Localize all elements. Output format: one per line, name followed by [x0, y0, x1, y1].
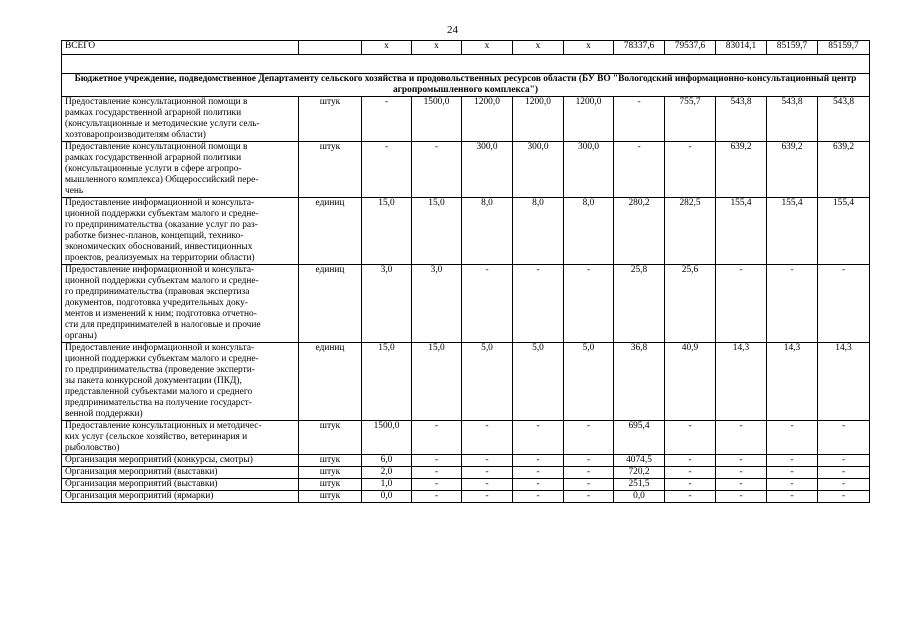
description-line: рыболовство)	[65, 443, 120, 453]
table-row	[62, 491, 870, 503]
description-line: го предпринимательства (оказание услуг по раз-	[65, 220, 258, 230]
value-cell: -	[362, 142, 412, 198]
value-cell: -	[818, 491, 870, 503]
value-cell: -	[564, 421, 614, 455]
value-cell: 0,0	[614, 491, 665, 503]
value-cell: 1,0	[362, 479, 412, 491]
value-cell: -	[665, 421, 716, 455]
value-cell: 155,4	[767, 198, 818, 265]
value-cell: -	[513, 479, 564, 491]
total-cell: х	[513, 41, 564, 55]
table-row	[62, 421, 870, 455]
row-description	[62, 467, 299, 479]
description-line: ких услуг (сельское хозяйство, ветеринария и	[65, 432, 248, 442]
value-cell: 15,0	[362, 343, 412, 421]
value-cell: -	[462, 491, 513, 503]
value-cell: -	[564, 455, 614, 467]
table-row	[62, 198, 870, 265]
description-line: (консультационные и методические услуги сель-	[65, 119, 260, 129]
value-cell: 639,2	[767, 142, 818, 198]
value-cell: 1200,0	[462, 97, 513, 142]
total-unit	[299, 41, 362, 55]
value-cell: 3,0	[362, 265, 412, 343]
value-cell: 5,0	[564, 343, 614, 421]
description-line: Предоставление информационной и консульта-	[65, 343, 255, 353]
row-description	[62, 343, 299, 421]
value-cell: -	[412, 467, 462, 479]
description-line: Организация мероприятий (выставки)	[65, 467, 218, 477]
value-cell: -	[665, 491, 716, 503]
table-row	[62, 265, 870, 343]
value-cell: -	[716, 265, 767, 343]
description-line: Организация мероприятий (выставки)	[65, 479, 218, 489]
value-cell: -	[462, 479, 513, 491]
value-cell: -	[564, 467, 614, 479]
value-cell: -	[767, 265, 818, 343]
value-cell: 0,0	[362, 491, 412, 503]
description-line: хозтоваропроизводителям области)	[65, 130, 206, 140]
description-line: Организация мероприятий (ярмарки)	[65, 491, 214, 501]
description-line: Предоставление информационной и консульта-	[65, 265, 255, 275]
value-cell: -	[513, 421, 564, 455]
row-description	[62, 265, 299, 343]
value-cell: -	[412, 479, 462, 491]
value-cell: 40,9	[665, 343, 716, 421]
value-cell: 14,3	[716, 343, 767, 421]
value-cell: -	[767, 479, 818, 491]
value-cell: -	[513, 491, 564, 503]
value-cell: 15,0	[412, 343, 462, 421]
description-line: ционной поддержки субъектам малого и средне-	[65, 276, 259, 286]
table-row	[62, 467, 870, 479]
value-cell: 155,4	[818, 198, 870, 265]
value-cell: 8,0	[462, 198, 513, 265]
value-cell: -	[716, 455, 767, 467]
row-unit: штук	[299, 467, 362, 479]
description-line: ционной поддержки субъектам малого и средне-	[65, 354, 259, 364]
description-line: представленной субъектами малого и среднего	[65, 387, 253, 397]
value-cell: 5,0	[513, 343, 564, 421]
description-line: Предоставление консультационной помощи в	[65, 97, 248, 107]
total-cell: 83014,1	[716, 41, 767, 55]
value-cell: -	[767, 421, 818, 455]
value-cell: 755,7	[665, 97, 716, 142]
value-cell: -	[412, 142, 462, 198]
row-description	[62, 455, 299, 467]
spacer-row	[62, 55, 870, 74]
value-cell: 25,8	[614, 265, 665, 343]
row-description	[62, 198, 299, 265]
value-cell: 695,4	[614, 421, 665, 455]
description-line: сти для предпринимателей в налоговые и прочие	[65, 320, 261, 330]
value-cell: -	[716, 421, 767, 455]
value-cell: -	[716, 467, 767, 479]
value-cell: -	[564, 479, 614, 491]
row-unit: единиц	[299, 198, 362, 265]
value-cell: -	[564, 491, 614, 503]
row-unit: единиц	[299, 343, 362, 421]
value-cell: 4074,5	[614, 455, 665, 467]
value-cell: -	[767, 467, 818, 479]
value-cell: 1200,0	[513, 97, 564, 142]
value-cell: -	[665, 142, 716, 198]
value-cell: 155,4	[716, 198, 767, 265]
value-cell: -	[564, 265, 614, 343]
total-row	[62, 41, 870, 55]
value-cell: -	[513, 265, 564, 343]
description-line: органы)	[65, 331, 97, 341]
value-cell: -	[462, 421, 513, 455]
row-unit: штук	[299, 491, 362, 503]
total-cell: х	[362, 41, 412, 55]
value-cell: 14,3	[767, 343, 818, 421]
value-cell: 8,0	[513, 198, 564, 265]
row-unit: единиц	[299, 265, 362, 343]
row-description	[62, 97, 299, 142]
value-cell: -	[665, 479, 716, 491]
description-line: рамках государственной аграрной политики	[65, 153, 242, 163]
description-line: венной поддержки)	[65, 409, 143, 419]
value-cell: -	[462, 265, 513, 343]
value-cell: 15,0	[362, 198, 412, 265]
value-cell: -	[818, 455, 870, 467]
value-cell: -	[614, 142, 665, 198]
row-description	[62, 491, 299, 503]
value-cell: -	[513, 455, 564, 467]
total-cell: х	[462, 41, 513, 55]
description-line: ционной поддержки субъектам малого и средне-	[65, 209, 259, 219]
value-cell: 639,2	[716, 142, 767, 198]
value-cell: 25,6	[665, 265, 716, 343]
value-cell: -	[665, 467, 716, 479]
value-cell: -	[462, 467, 513, 479]
value-cell: -	[716, 479, 767, 491]
description-line: проектов, реализуемых на территории области)	[65, 253, 255, 263]
value-cell: 14,3	[818, 343, 870, 421]
value-cell: 639,2	[818, 142, 870, 198]
description-line: Предоставление информационной и консульта-	[65, 198, 255, 208]
value-cell: -	[362, 97, 412, 142]
description-line: зы пакета конкурсной документации (ПКД),	[65, 376, 242, 386]
table-row	[62, 343, 870, 421]
value-cell: 300,0	[462, 142, 513, 198]
value-cell: -	[412, 455, 462, 467]
value-cell: 543,8	[716, 97, 767, 142]
description-line: ментов и изменений к ним; подготовка отчетно-	[65, 309, 257, 319]
description-line: экономических обоснований, инвестиционных	[65, 242, 253, 252]
value-cell: 15,0	[412, 198, 462, 265]
total-cell: х	[412, 41, 462, 55]
description-line: документов, подготовка учредительных доку-	[65, 298, 248, 308]
value-cell: 720,2	[614, 467, 665, 479]
total-cell: х	[564, 41, 614, 55]
value-cell: -	[767, 491, 818, 503]
row-description	[62, 142, 299, 198]
row-description	[62, 479, 299, 491]
value-cell: -	[818, 421, 870, 455]
value-cell: -	[665, 455, 716, 467]
value-cell: -	[412, 491, 462, 503]
value-cell: -	[462, 455, 513, 467]
spacer-cell	[62, 55, 870, 74]
total-cell: 78337,6	[614, 41, 665, 55]
section-header: Бюджетное учреждение, подведомственное Департаменту сельского хозяйства и продовольственных ресурсов области (БУ ВО "Вологодский информационно-консультационный центр агропромышленного комплекса")	[62, 74, 870, 97]
value-cell: 1500,0	[362, 421, 412, 455]
description-line: (консультационные услуги в сфере агропро-	[65, 164, 242, 174]
description-line: рамках государственной аграрной политики	[65, 108, 242, 118]
table-row	[62, 479, 870, 491]
row-unit: штук	[299, 479, 362, 491]
value-cell: 300,0	[513, 142, 564, 198]
value-cell: 300,0	[564, 142, 614, 198]
row-unit: штук	[299, 142, 362, 198]
description-line: Предоставление консультационной помощи в	[65, 142, 248, 152]
row-unit: штук	[299, 97, 362, 142]
description-line: мышленного комплекса) Общероссийский пере-	[65, 175, 259, 185]
description-line: го предпринимательства (проведение эксперти-	[65, 365, 255, 375]
description-line: Предоставление консультационных и методичес-	[65, 421, 262, 431]
page-number: 24	[447, 24, 458, 36]
value-cell: 8,0	[564, 198, 614, 265]
value-cell: -	[513, 467, 564, 479]
value-cell: 251,5	[614, 479, 665, 491]
section-header-row	[62, 74, 870, 97]
value-cell: 36,8	[614, 343, 665, 421]
row-description	[62, 421, 299, 455]
total-cell: 79537,6	[665, 41, 716, 55]
value-cell: -	[818, 479, 870, 491]
value-cell: -	[614, 97, 665, 142]
row-unit: штук	[299, 421, 362, 455]
value-cell: -	[818, 265, 870, 343]
description-line: Организация мероприятий (конкурсы, смотры)	[65, 455, 253, 465]
value-cell: 543,8	[767, 97, 818, 142]
description-line: го предпринимательства (правовая экспертиза	[65, 287, 250, 297]
value-cell: 3,0	[412, 265, 462, 343]
value-cell: -	[818, 467, 870, 479]
description-line: предпринимательства на получение государст-	[65, 398, 252, 408]
value-cell: -	[716, 491, 767, 503]
total-cell: 85159,7	[767, 41, 818, 55]
value-cell: -	[767, 455, 818, 467]
value-cell: 1500,0	[412, 97, 462, 142]
description-line: чень	[65, 186, 84, 196]
value-cell: 1200,0	[564, 97, 614, 142]
value-cell: 2,0	[362, 467, 412, 479]
table-row	[62, 142, 870, 198]
row-unit: штук	[299, 455, 362, 467]
table-row	[62, 97, 870, 142]
budget-table	[61, 40, 870, 503]
description-line: работке бизнес-планов, концепций, технико-	[65, 231, 244, 241]
value-cell: -	[412, 421, 462, 455]
value-cell: 280,2	[614, 198, 665, 265]
value-cell: 543,8	[818, 97, 870, 142]
total-cell: 85159,7	[818, 41, 870, 55]
value-cell: 282,5	[665, 198, 716, 265]
value-cell: 5,0	[462, 343, 513, 421]
total-label: ВСЕГО	[62, 41, 299, 55]
table-row	[62, 455, 870, 467]
value-cell: 6,0	[362, 455, 412, 467]
